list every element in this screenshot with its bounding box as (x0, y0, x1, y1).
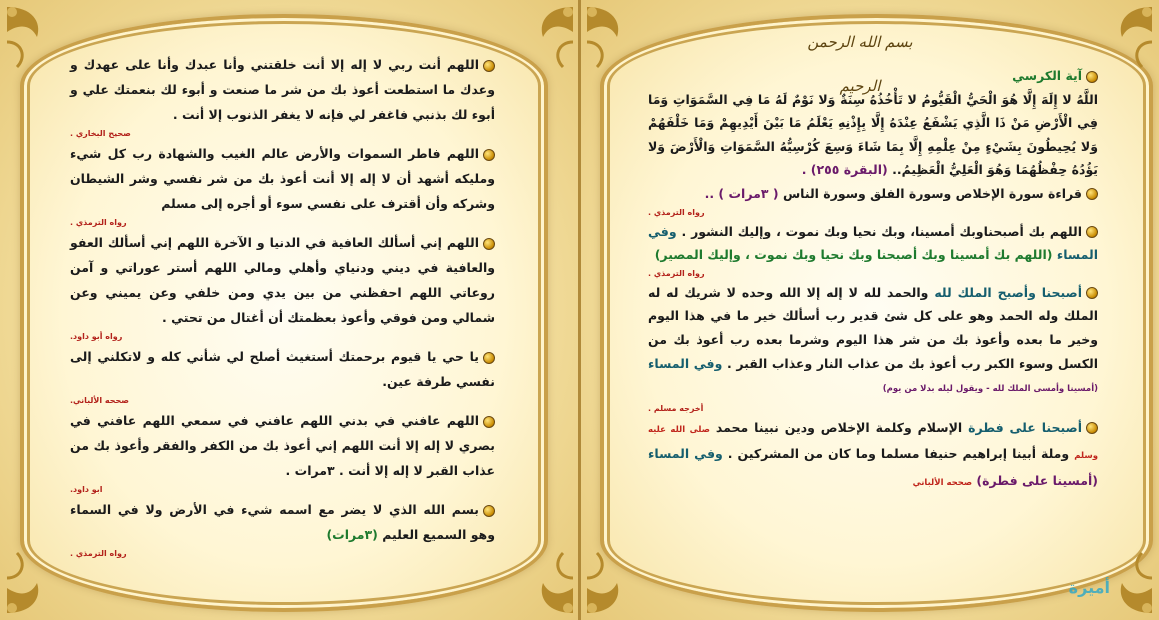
dua-item (70, 141, 495, 230)
bullet-icon (1086, 287, 1098, 299)
dua-source: رواه أبو داود. (70, 332, 123, 341)
bika-text: اللهم بك أصبحناوبك أمسينا، وبك نحيا وبك نموت ، وإليك النشور . (681, 223, 1082, 239)
ornament-bottom-left-icon (582, 548, 652, 618)
dua-item (70, 230, 495, 344)
fitra-evening-text: (أمسينا على فطرة) (976, 472, 1098, 488)
left-duas (70, 52, 495, 561)
asbahna-source: أخرجه مسلم . (648, 403, 704, 413)
bullet-icon (1086, 226, 1098, 238)
asbahna-heading: أصبحنا وأصبح الملك لله (934, 284, 1082, 300)
dua-text: اللهم أنت ربي لا إله إلا أنت خلقتني وأنا عبدك وأنا على عهدك و وعدك ما استطعت أعوذ بك من شر ما صنعت و أبوء لك بنعمتك علي و أبوء لك بذنبي فاغفر لي فإنه لا يغفر الذنوب إلا أنت . (70, 57, 495, 122)
bullet-icon (483, 149, 495, 161)
bullet-icon (1086, 188, 1098, 200)
ornament-top-right-icon (1087, 2, 1157, 72)
dua-text: اللهم عافني في بدني اللهم عافني في سمعي اللهم عافني في بصري لا إله إلا أنت اللهم إني أعوذ بك من الكفر والفقر وأعوذ بك من عذاب القبر لا إله إلا أنت . ٣مرات . (70, 413, 495, 478)
ikhlas-item (648, 182, 1098, 220)
asbahna-evening-text: (أمسينا وأمسى الملك لله - ويقول ليله بدلا من يوم) (882, 384, 1098, 395)
bullet-icon (483, 238, 495, 250)
fitra-text-continued: وملة أبينا إبراهيم حنيفا مسلما وما كان من المشركين . (727, 446, 1070, 462)
asbahna-item (648, 281, 1098, 416)
dua-text: اللهم إني أسألك العافية في الدنيا و الآخرة اللهم إني أسألك العفو والعافية في ديني ودنياي وأهلي ومالي اللهم أستر عوراتي و آمن روعاتي اللهم احفظني من بين يدي ومن خلفي وعن يميني وعن شمالي ومن فوقي وأعوذ بعظمتك أن أغتال من تحتي . (70, 235, 495, 325)
dua-item (70, 52, 495, 141)
bika-evening-text: (اللهم بك أمسينا وبك أصبحنا وبك نحيا وبك نموت ، وإليك المصير) (654, 247, 1053, 263)
ayat-title: آية الكرسي (1012, 68, 1082, 83)
ayat-reference: (البقرة ٢٥٥) . (801, 162, 888, 178)
ornament-top-right-icon (508, 2, 578, 72)
bullet-icon (483, 416, 495, 428)
dua-source: صححه الألباني. (70, 396, 130, 405)
basmala-calligraphy: بسم الله الرحمن الرحيم (807, 33, 913, 95)
bullet-icon (483, 352, 495, 364)
dua-item (70, 497, 495, 561)
ornament-top-left-icon (582, 2, 652, 72)
bika-item (648, 220, 1098, 281)
dua-item (70, 408, 495, 497)
fitra-pbuh: صلى الله عليه وسلم (648, 424, 1098, 462)
ornament-top-left-icon (2, 2, 72, 72)
fitra-heading: أصبحنا على فطرة (968, 419, 1083, 435)
bika-evening-label: وفي المساء (648, 223, 1098, 263)
ikhlas-source: رواه الترمذي . (648, 207, 705, 217)
fitra-text: الإسلام وكلمة الإخلاص ودين نبينا محمد (715, 419, 963, 435)
dua-text: اللهم فاطر السموات والأرض عالم الغيب والشهادة رب كل شيء ومليكه أشهد أن لا إله إلا أنت أعوذ بك من شر نفسي وشر الشيطان وشركه وأن أقترف على نفسي سوء أو أجره إلى مسلم (70, 146, 495, 211)
asbahna-evening-label: وفي المساء (648, 355, 723, 371)
ayat-alkursi-item (648, 64, 1098, 182)
ikhlas-text: قراءة سورة الإخلاص وسورة الفلق وسورة الناس (782, 185, 1082, 201)
bullet-icon (483, 60, 495, 72)
dua-text: بسم الله الذي لا يضر مع اسمه شيء في الأرض ولا في السماء وهو السميع العليم (70, 502, 495, 542)
bullet-icon (483, 505, 495, 517)
asbahna-text: والحمد لله لا إله إلا الله وحده لا شريك له له الملك وله الحمد وهو على كل شئ قدير رب أسألك خير ما في هذا اليوم وخير ما بعده وأعوذ بك من شر هذا اليوم وشرما بعده رب أعوذ بك من الكسل وسوء الكبر رب أعوذ بك من عذاب النار وعذاب القبر . (648, 284, 1098, 371)
fitra-item (648, 416, 1098, 496)
ornament-bottom-right-icon (508, 548, 578, 618)
bullet-icon (1086, 422, 1098, 434)
dua-count: (٣مرات) (326, 527, 378, 542)
bika-source: رواه الترمذي . (648, 268, 705, 278)
fitra-evening-label: وفي المساء (648, 446, 723, 462)
dua-source: ابو داود. (70, 485, 103, 494)
ornament-bottom-left-icon (2, 548, 72, 618)
ikhlas-count: ( ٣مرات ) .. (704, 185, 779, 201)
dua-item (70, 344, 495, 408)
dua-source: رواه الترمذي . (70, 549, 127, 558)
bullet-icon (1086, 71, 1098, 83)
ayat-text: اللَّهُ لا إِلَهَ إِلَّا هُوَ الْحَيُّ الْقَيُّومُ لا تَأْخُذُهُ سِنَةٌ وَلا نَوْمٌ لَهُ مَا فِي السَّمَوَاتِ وَمَا فِي الْأَرْضِ مَنْ ذَا الَّذِي يَشْفَعُ عِنْدَهُ إِلَّا بِإِذْنِهِ يَعْلَمُ مَا بَيْنَ أَيْدِيهِمْ وَمَا خَلْفَهُمْ وَلا يُحِيطُونَ بِشَيْءٍ مِنْ عِلْمِهِ إِلَّا بِمَا شَاءَ وَسِعَ كُرْسِيُّهُ السَّمَوَاتِ وَالْأَرْضَ وَلا يَؤُدُهُ حِفْظُهُمَا وَهُوَ الْعَلِيُّ الْعَظِيمُ.. (648, 91, 1098, 178)
panel-divider (578, 0, 581, 620)
fitra-source: صححه الألباني (912, 477, 973, 488)
watermark-logo: أميرة (1068, 578, 1110, 597)
dua-text: يا حي يا قيوم برحمتك أستغيث أصلح لي شأني كله و لاتكلني إلى نفسي طرفة عين. (70, 349, 495, 389)
dua-source: صحيح البخاري . (70, 129, 131, 138)
right-duas (648, 64, 1098, 496)
dua-source: رواه الترمذي . (70, 218, 127, 227)
